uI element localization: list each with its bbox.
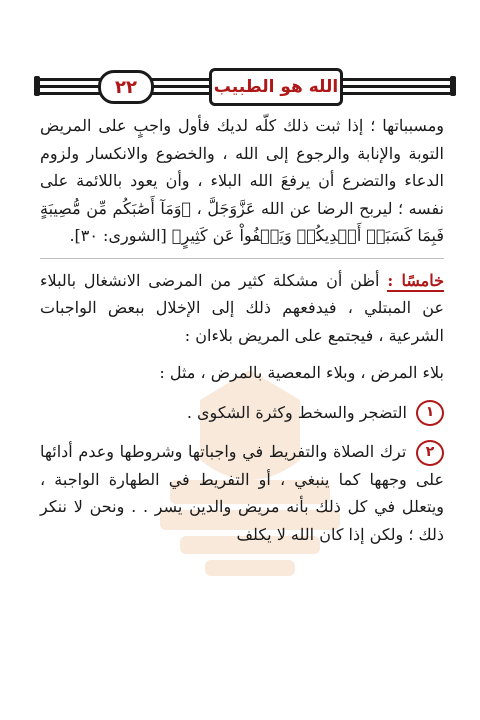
section-lead: خامسًا : [387, 270, 445, 290]
paragraph-text: ومسبباتها ؛ إذا ثبت ذلك كلّه لديك فأول واجبٍ على المريض التوبة والإنابة والرجوع إلى الله ، والخضوع والانكسار ولزوم الدعاء والتضرع أن يرفعَ الله البلاء ، وأن يعود باللائمة على نفسه ؛ ليربح الرضا عن الله عَزَّوَجَلَّ ، [40, 116, 444, 218]
paragraph [40, 112, 444, 250]
divider [40, 258, 444, 259]
paragraph [40, 267, 444, 350]
header-endcap [450, 76, 456, 96]
header-endcap [34, 76, 40, 96]
item-text: ترك الصلاة والتفريط في واجباتها وشروطها وعدم أدائها على وجهها كما ينبغي ، أو التفريط في الطهارة الواجبة ، ويتعلل في كل ذلك بأنه مريض والدين يسر . . ونحن لا ننكر ذلك ؛ ولكن إذا كان الله لا يكلف [40, 442, 444, 544]
running-title: الله هو الطبيب [209, 68, 343, 106]
quran-verse: ﴿وَمَآ أَصَٰبَكُم مِّن مُّصِيبَةٍ فَبِمَا كَسَبَتۡ أَيۡدِيكُمۡ وَيَعۡفُواْ عَن كَثِيرٍ﴾ [40, 198, 444, 245]
paragraph-text: أظن أن مشكلة كثير من المرضى الانشغال بالبلاء عن المبتلي ، فيدفعهم ذلك إلى الإخلال ببعض الواجبات الشرعية ، فيجتمع على المريض بلاءان : [40, 270, 444, 345]
item-number: ١ [416, 400, 444, 426]
verse-reference: [الشورى: ٣٠]. [69, 226, 167, 245]
page-header [34, 68, 456, 104]
page-number: ٢٢ [98, 70, 154, 104]
item-text: التضجر والسخط وكثرة الشكوى . [186, 402, 407, 422]
paragraph-text: بلاء المرض ، وبلاء المعصية بالمرض ، مثل : [159, 363, 444, 382]
body-text [40, 112, 444, 548]
paragraph [40, 359, 444, 387]
list-item [40, 399, 444, 427]
list-item [40, 438, 444, 548]
item-number: ٢ [416, 440, 444, 466]
